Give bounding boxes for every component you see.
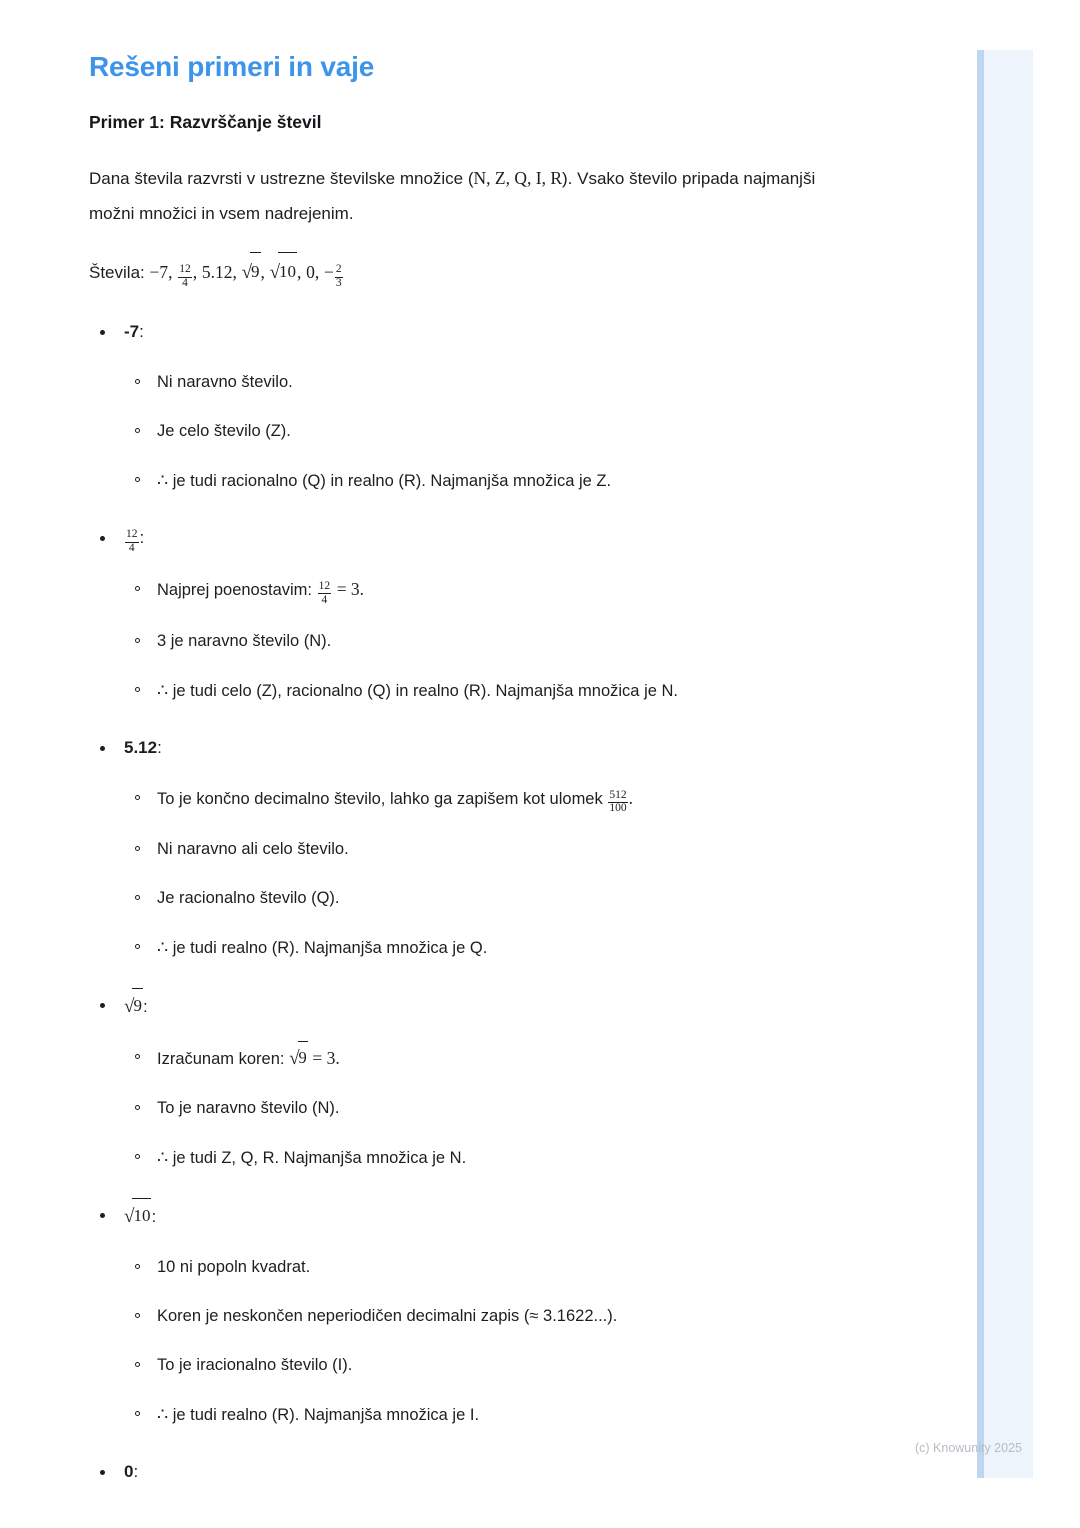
radical-radicand: 10 [132, 1198, 151, 1232]
list-item [0, 989, 960, 1173]
inline-fraction [318, 581, 332, 606]
radical-ten: √10 [270, 253, 297, 290]
sub-list-item-label: To je naravno število (N). [157, 1099, 340, 1118]
sub-list-item [124, 1301, 847, 1331]
numbers-label: Števila: [89, 263, 145, 282]
sub-list-item-label: je tudi racionalno (Q) in realno (R). Najmanjša množica je Z. [172, 472, 612, 490]
side-panel [977, 50, 1033, 1478]
list-item [0, 1199, 960, 1430]
sub-list-item [124, 574, 847, 607]
item-label-colon: : [139, 322, 144, 341]
fraction-numerator: 12 [125, 529, 139, 542]
item-label-fraction [125, 529, 139, 554]
numbers-line [0, 231, 938, 290]
sub-list-item-label: je tudi realno (R). Najmanjša množica je Q. [172, 939, 488, 958]
fraction-denominator: 100 [609, 802, 627, 815]
inline-radical [289, 1042, 308, 1074]
therefore-icon: ∴ [157, 1404, 169, 1425]
sub-list-item-label: To je končno decimalno število, lahko ga zapišem kot ulomek [157, 789, 603, 808]
number-zero: 0, [306, 262, 320, 282]
radical-sign-icon: √ [289, 1048, 300, 1070]
sub-list-item-label: je tudi Z, Q, R. Najmanjša množica je N. [172, 1149, 467, 1168]
radical-sign-icon: √ [124, 1206, 135, 1228]
item-label-radical [124, 1199, 151, 1233]
fraction-numerator: 12 [318, 581, 332, 594]
sub-list-item [124, 1399, 847, 1430]
answer-list [0, 316, 960, 1488]
inline-fraction [608, 790, 627, 815]
section-title: Primer 1: Razvrščanje števil [89, 112, 322, 132]
sub-list-item-label: Koren je neskončen neperiodičen decimalni zapis (≈ 3.1622...). [157, 1307, 618, 1326]
item-label-radical [124, 989, 143, 1023]
sub-list-item [124, 783, 847, 816]
sub-list-item-label: Je celo število (Z). [157, 422, 291, 440]
sub-list-item-label: Izračunam koren: [157, 1050, 285, 1069]
radical-nine: √9 [242, 253, 261, 290]
sub-list-item-label: Najprej poenostavim: [157, 580, 312, 599]
radical-sign-icon: √ [269, 262, 281, 283]
intro-text-part2: ). Vsako število pripada najmanjši možni množici in vsem nadrejenim. [89, 169, 816, 223]
radical-sign-icon: √ [124, 996, 135, 1018]
sub-list-item [124, 367, 847, 397]
number-five-twelve: 5.12, [201, 262, 237, 282]
radical-radicand: 9 [298, 1041, 308, 1073]
numbers-sep-2: , [260, 262, 265, 282]
sub-list [124, 1042, 960, 1173]
fraction-twelve-fourths: $\frac{12}{4}$ [179, 263, 191, 290]
sub-list-item-label: Ni naravno število. [157, 373, 293, 391]
sub-list-item-label: To je iracionalno število (I). [157, 1356, 353, 1375]
watermark: (c) Knowunity 2025 [914, 1441, 1022, 1455]
item-label-colon: : [151, 1207, 157, 1227]
item-label-colon: : [157, 737, 162, 757]
fraction-denominator: 4 [321, 593, 328, 606]
sub-list-item [124, 883, 847, 913]
sub-list-item [124, 932, 847, 963]
numbers-minus-sign: − [324, 262, 334, 282]
scrollbar-track[interactable] [977, 50, 984, 1478]
numbers-sep-1: , [192, 262, 198, 282]
sub-list-item-label: Je racionalno število (Q). [157, 889, 340, 908]
inline-math-tail: = 3. [312, 1048, 340, 1069]
therefore-icon: ∴ [157, 937, 169, 958]
therefore-icon: ∴ [157, 1147, 169, 1168]
therefore-icon: ∴ [157, 679, 169, 700]
sub-list-item [124, 834, 847, 864]
inline-math-tail: = 3. [336, 578, 365, 599]
sub-list-item [124, 416, 847, 446]
number-minus-seven: −7, [149, 262, 173, 282]
sub-list-item [124, 1042, 847, 1074]
sub-list-item [124, 1093, 847, 1123]
sub-list-item [124, 675, 847, 706]
list-item [0, 522, 960, 706]
radical-sign-icon: √ [241, 262, 252, 283]
fraction-denominator: 4 [128, 542, 135, 555]
sub-list-item [124, 1142, 847, 1173]
intro-text-part1: Dana števila razvrsti v ustrezne številske množice ( [89, 169, 474, 188]
sub-list [124, 574, 960, 706]
sub-list-item [124, 1350, 847, 1380]
sub-list [124, 1252, 960, 1430]
item-label-colon: : [142, 997, 148, 1017]
list-item [0, 316, 960, 496]
item-label-colon: : [139, 528, 145, 547]
list-item [0, 732, 960, 964]
inline-math-tail: . [628, 787, 633, 808]
intro-number-sets: N, Z, Q, I, R [473, 168, 562, 188]
sub-list-item-label: je tudi realno (R). Najmanjša množica je I. [172, 1406, 480, 1425]
sub-list-item-label: 10 ni popoln kvadrat. [157, 1258, 311, 1277]
radical-radicand: 9 [132, 988, 143, 1022]
fraction-two-thirds: $\frac{2}{3}$ [335, 263, 342, 290]
sub-list [124, 783, 960, 964]
sub-list-item-label: je tudi celo (Z), racionalno (Q) in realno (R). Najmanjša množica je N. [172, 681, 678, 700]
fraction-numerator: 512 [608, 790, 627, 803]
sub-list-item [124, 1252, 847, 1282]
sub-list-item-label: 3 je naravno število (N). [157, 631, 332, 650]
numbers-sep-3: , [297, 262, 302, 282]
intro-paragraph [0, 133, 938, 231]
list-item [0, 1456, 960, 1488]
sub-list-item [124, 465, 847, 496]
item-label: 5.12 [124, 737, 158, 757]
item-label: -7 [124, 322, 140, 341]
sub-list-item-label: Ni naravno ali celo število. [157, 840, 349, 859]
therefore-icon: ∴ [157, 470, 169, 490]
sub-list-item [124, 626, 847, 656]
item-label: 0 [124, 1462, 134, 1482]
page-title: Rešeni primeri in vaje [89, 51, 375, 82]
sub-list [124, 367, 960, 496]
item-label-colon: : [133, 1462, 139, 1482]
